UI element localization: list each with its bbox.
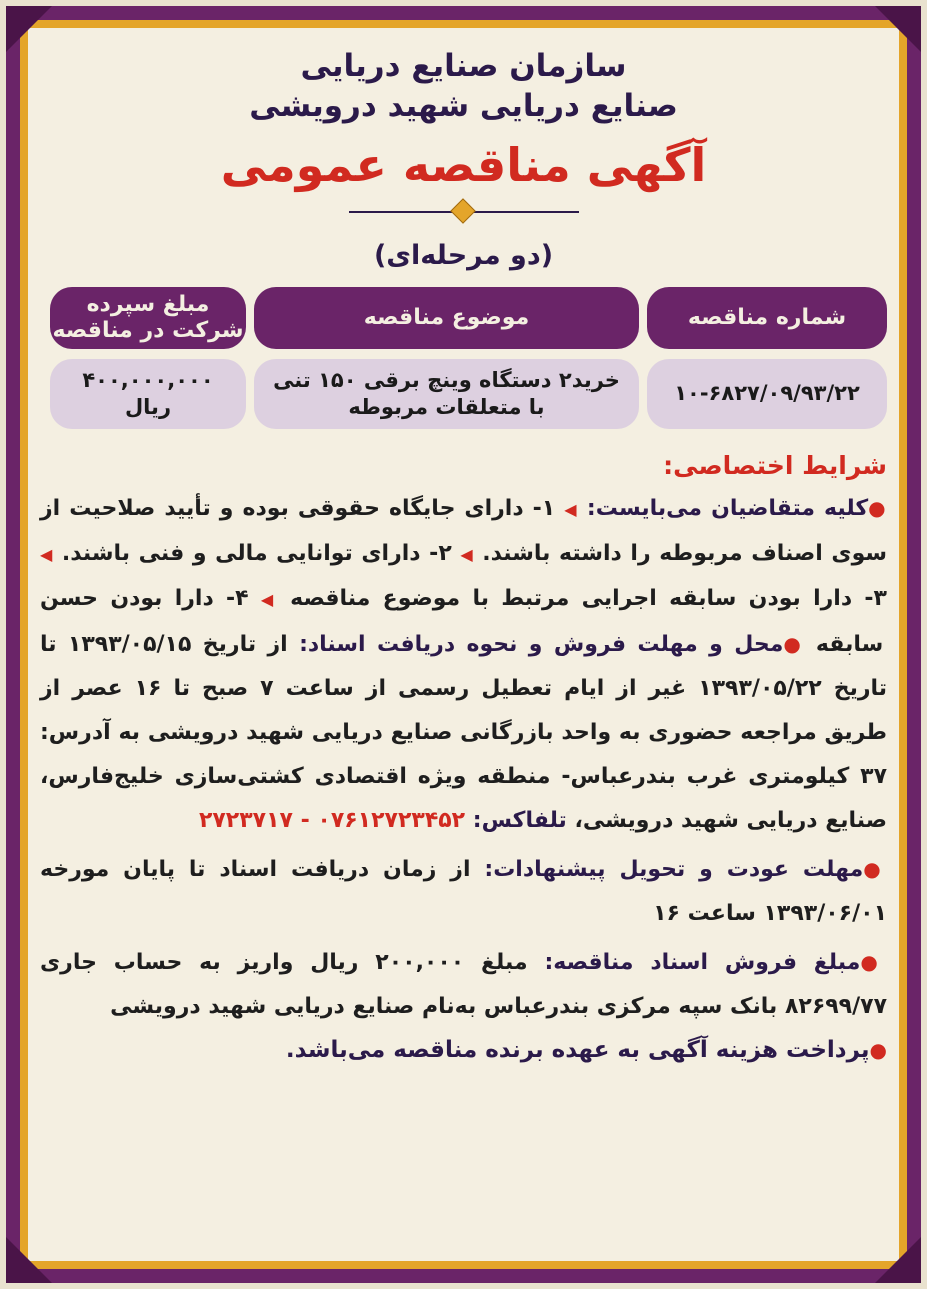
requirement-1: ۱- دارای جایگاه حقوقی بوده و تأیید صلاحیت از سوی اصناف مربوطه را داشته باشند.: [40, 496, 888, 566]
price-label: مبلغ فروش اسناد مناقصه:: [544, 950, 861, 975]
diamond-ornament-icon: [450, 198, 475, 223]
company-name: صنایع دریایی شهید درویشی: [249, 88, 678, 124]
title-divider: [349, 202, 579, 222]
bullet-icon: ●: [868, 496, 887, 520]
tender-table: [40, 287, 887, 429]
header-tender-number: شماره مناقصه: [647, 287, 887, 349]
arrow-icon: ◀: [460, 545, 474, 564]
header-deposit-amount: مبلغ سپرده شرکت در مناقصه: [50, 287, 246, 349]
header-tender-subject: موضوع مناقصه: [254, 287, 639, 349]
bullet-icon: ●: [869, 1038, 887, 1062]
requirement-3: ۳- دارا بودن سابقه اجرایی مرتبط با موضوع مناقصه: [290, 586, 887, 611]
phone-value: ۰۷۶۱۲۷۲۳۴۵۲ - ۲۷۲۳۷۱۷: [198, 808, 466, 833]
requirement-4: ۴- دارا بودن حسن سابقه: [40, 586, 884, 657]
price-paragraph: [40, 940, 887, 1029]
ad-content: [40, 34, 887, 1244]
arrow-icon: ◀: [260, 590, 278, 609]
conditions-title: شرایط اختصاصی:: [663, 451, 887, 480]
ad-title: آگهی مناقصه عمومی: [220, 138, 707, 192]
bullet-icon: ●: [863, 857, 887, 881]
price-text: مبلغ ۲۰۰,۰۰۰ ریال واریز به حساب جاری ۸۲۶۹۹/۷۷ بانک سپه مرکزی بندرعباس به‌نام صنایع دریایی شهید درویشی: [40, 950, 887, 1019]
bullet-icon: ●: [783, 632, 805, 656]
requirement-2: ۲- دارای توانایی مالی و فنی باشند.: [61, 541, 452, 566]
conditions-body: [40, 486, 887, 843]
place-label: محل و مهلت فروش و نحوه دریافت اسناد:: [299, 632, 784, 657]
deadline-label: مهلت عودت و تحویل پیشنهادات:: [484, 857, 864, 882]
bullet-icon: ●: [860, 950, 887, 974]
org-name: سازمان صنایع دریایی: [300, 48, 627, 84]
arrow-icon: ◀: [40, 545, 54, 564]
final-note: پرداخت هزینه آگهی به عهده برنده مناقصه می‌باشد.: [285, 1037, 870, 1063]
final-note-paragraph: [40, 1037, 887, 1063]
bidders-label: کلیه متقاضیان می‌بایست:: [586, 496, 869, 521]
phone-label: تلفاکس:: [472, 808, 567, 833]
deadline-text: از زمان دریافت اسناد تا پایان مورخه ۱۳۹۳/۰۶/۰۱ ساعت ۱۶: [40, 857, 887, 926]
arrow-icon: ◀: [564, 500, 578, 519]
ad-subtitle: (دو مرحله‌ای): [373, 240, 554, 271]
cell-deposit-amount: ۴۰۰,۰۰۰,۰۰۰ ریال: [50, 359, 246, 429]
cell-tender-subject: خرید۲ دستگاه وینچ برقی ۱۵۰ تنی با متعلقات مربوطه: [254, 359, 639, 429]
place-text: از تاریخ ۱۳۹۳/۰۵/۱۵ تا تاریخ ۱۳۹۳/۰۵/۲۲ غیر از ایام تعطیل رسمی از ساعت ۷ صبح تا ۱۶ عصر از طریق مراجعه حضوری به واحد بازرگانی صنایع دریایی شهید درویشی به آدرس: ۳۷ کیلومتری غرب بندرعباس- منطقه ویژه اقتصادی کشتی‌سازی خلیج‌فارس، صنایع دریایی شهید درویشی،: [40, 632, 888, 833]
deadline-paragraph: [40, 847, 887, 936]
cell-tender-number: ۱۰-۶۸۲۷/۰۹/۹۳/۲۲: [647, 359, 887, 429]
